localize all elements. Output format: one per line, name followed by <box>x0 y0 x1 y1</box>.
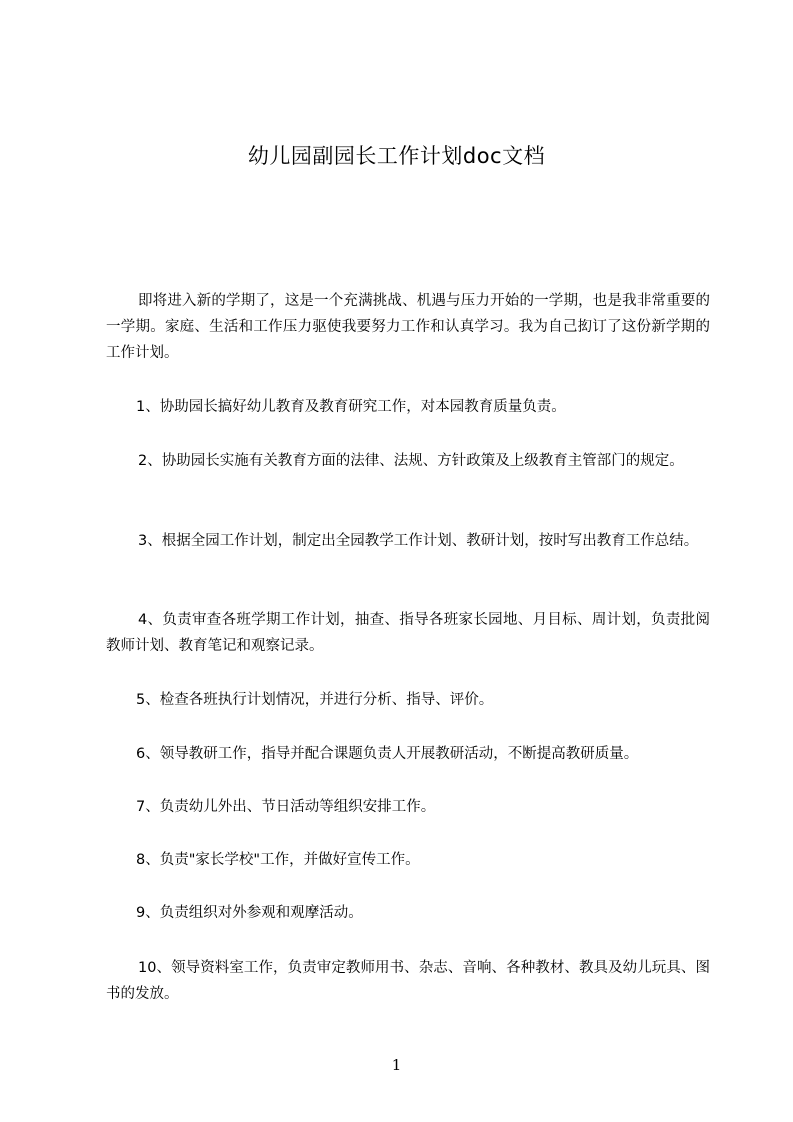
intro-paragraph: 即将进入新的学期了，这是一个充满挑战、机遇与压力开始的一学期，也是我非常重要的一学期。家庭、生活和工作压力驱使我要努力工作和认真学习。我为自己抝订了这份新学期的工作计划。 <box>106 293 710 361</box>
plan-item-6: 6、领导教研工作，指导并配合课题负责人开展教研活动，不断提高教研质量。 <box>136 746 639 762</box>
plan-item-1: 1、协助园长搞好幼儿教育及教育研究工作，对本园教育质量负责。 <box>136 399 566 415</box>
plan-item-7: 7、负责幼儿外出、节日活动等组织安排工作。 <box>136 799 436 815</box>
document-title: 幼儿园副园长工作计划doc文档 <box>247 144 546 168</box>
page-number: 1 <box>391 1056 402 1074</box>
plan-item-9: 9、负责组织对外参观和观摩活动。 <box>136 905 363 921</box>
plan-item-2: 2、协助园长实施有关教育方面的法律、法规、方针政策及上级教育主管部门的规定。 <box>138 453 684 469</box>
plan-item-3: 3、根据全园工作计划，制定出全园教学工作计划、教研计划，按时写出教育工作总结。 <box>138 533 699 549</box>
plan-item-10: 10、领导资料室工作，负责审定教师用书、杂志、音响、各种教材、教具及幼儿玩具、图书的发放。 <box>106 960 710 1002</box>
plan-item-4: 4、负责审查各班学期工作计划，抽查、指导各班家长园地、月目标、周计划，负责批阅教师计划、教育笔记和观察记录。 <box>106 612 710 654</box>
plan-item-5: 5、检查各班执行计划情况，并进行分析、指导、评价。 <box>136 692 494 708</box>
plan-item-8: 8、负责"家长学校"工作，并做好宣传工作。 <box>136 852 420 868</box>
